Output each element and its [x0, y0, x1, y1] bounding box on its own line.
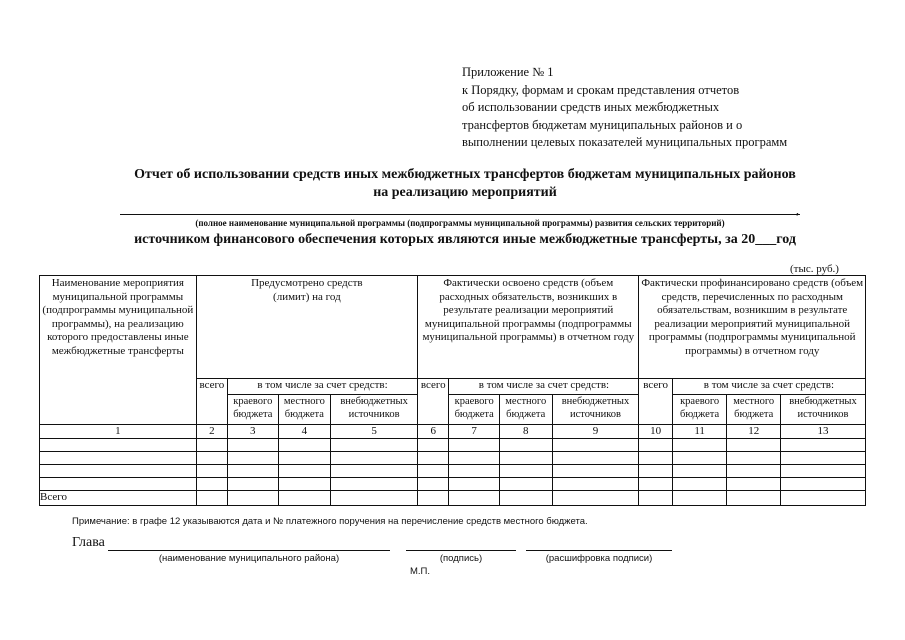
local-budget-text: местного бюджета — [505, 396, 547, 420]
regional-budget-header — [672, 395, 727, 425]
appendix-line: Приложение № 1 — [462, 65, 554, 79]
column-number: 3 — [228, 425, 279, 439]
including-header: в том числе за счет средств: — [449, 379, 639, 395]
appendix-line: выполнении целевых показателей муниципальных программ — [462, 135, 788, 149]
decoding-caption: (расшифровка подписи) — [545, 553, 653, 564]
column-number: 11 — [672, 425, 727, 439]
including-header: в том числе за счет средств: — [672, 379, 865, 395]
local-budget-text: местного бюджета — [283, 396, 325, 420]
regional-budget-text: краевого бюджета — [680, 396, 720, 420]
signature-line — [406, 550, 516, 551]
decoding-line — [526, 550, 672, 551]
glava-label: Глава — [72, 535, 105, 550]
district-caption: (наименование муниципального района) — [158, 553, 340, 564]
col-activity-header: Наименование мероприятия муниципальной программы (подпрограммы муниципальной программы), на реализацию которого предоставлены иные межбюджетные трансферты — [40, 276, 197, 425]
column-number: 4 — [278, 425, 331, 439]
report-title — [80, 166, 850, 202]
total-col-header: всего — [639, 379, 672, 425]
program-name-caption: (полное наименование муниципальной программы (подпрограммы муниципальной программы) развития сельских территорий) — [195, 218, 725, 228]
column-number-row — [40, 425, 866, 439]
table-row — [40, 478, 866, 491]
group-mastered-header: Фактически освоено средств (объем расходных обязательств, возникших в результате реализации мероприятий муниципальной программы (подпрограммы муниципальной программы) в отчетном году — [418, 276, 639, 379]
units-label: (тыс. руб.) — [790, 263, 839, 275]
column-number: 5 — [331, 425, 418, 439]
source-line: источником финансового обеспечения которых являются иные межбюджетные трансферты, за 20___год — [134, 232, 796, 247]
group-planned-text: Предусмотрено средств (лимит) на год — [251, 277, 363, 303]
local-budget-header — [727, 395, 781, 425]
column-number: 2 — [196, 425, 227, 439]
column-number: 10 — [639, 425, 672, 439]
column-number: 1 — [40, 425, 197, 439]
table-row — [40, 439, 866, 452]
signature-caption: (подпись) — [439, 553, 483, 564]
report-title-line2: на реализацию мероприятий — [373, 185, 557, 200]
appendix-block — [462, 64, 787, 152]
extra-budget-text: внебюджетных источников — [789, 396, 857, 420]
column-number: 8 — [499, 425, 552, 439]
local-budget-header — [499, 395, 552, 425]
seal-label: М.П. — [409, 566, 431, 577]
column-number: 13 — [780, 425, 865, 439]
column-number: 7 — [449, 425, 500, 439]
including-header: в том числе за счет средств: — [228, 379, 418, 395]
extra-budget-text: внебюджетных источников — [340, 396, 408, 420]
regional-budget-text: краевого бюджета — [454, 396, 494, 420]
column-number: 6 — [418, 425, 449, 439]
regional-budget-header — [449, 395, 500, 425]
district-name-line — [108, 550, 390, 551]
column-number: 12 — [727, 425, 781, 439]
appendix-line: об использовании средств иных межбюджетных — [462, 100, 720, 114]
table-row — [40, 465, 866, 478]
total-row-label: Всего — [40, 491, 197, 506]
local-budget-text: местного бюджета — [733, 396, 775, 420]
total-col-header: всего — [196, 379, 227, 425]
extra-budget-header — [780, 395, 865, 425]
footnote: Примечание: в графе 12 указываются дата и № платежного поручения на перечисление средств местного бюджета. — [72, 516, 588, 527]
regional-budget-header — [228, 395, 279, 425]
table-row — [40, 452, 866, 465]
extra-budget-text: внебюджетных источников — [561, 396, 630, 420]
appendix-line: к Порядку, формам и срокам представления отчетов — [462, 82, 740, 97]
appendix-line: трансфертов бюджетам муниципальных районов и о — [462, 117, 743, 132]
regional-budget-text: краевого бюджета — [233, 396, 273, 420]
column-number: 9 — [552, 425, 639, 439]
program-name-comma: , — [796, 203, 799, 217]
extra-budget-header — [331, 395, 418, 425]
local-budget-header — [278, 395, 331, 425]
total-row — [40, 491, 866, 506]
group-planned-header — [196, 276, 417, 379]
program-name-line — [120, 214, 800, 215]
extra-budget-header — [552, 395, 639, 425]
report-title-line1: Отчет об использовании средств иных межбюджетных трансфертов бюджетам муниципальных районов — [134, 167, 796, 182]
report-table — [39, 275, 866, 506]
group-financed-header: Фактически профинансировано средств (объем средств, перечисленных по расходным обязательствам, возникшим в результате реализации мероприятий муниципальной программы (подпрограммы муниципальной программы) в отчетном году — [639, 276, 866, 379]
total-col-header: всего — [418, 379, 449, 425]
